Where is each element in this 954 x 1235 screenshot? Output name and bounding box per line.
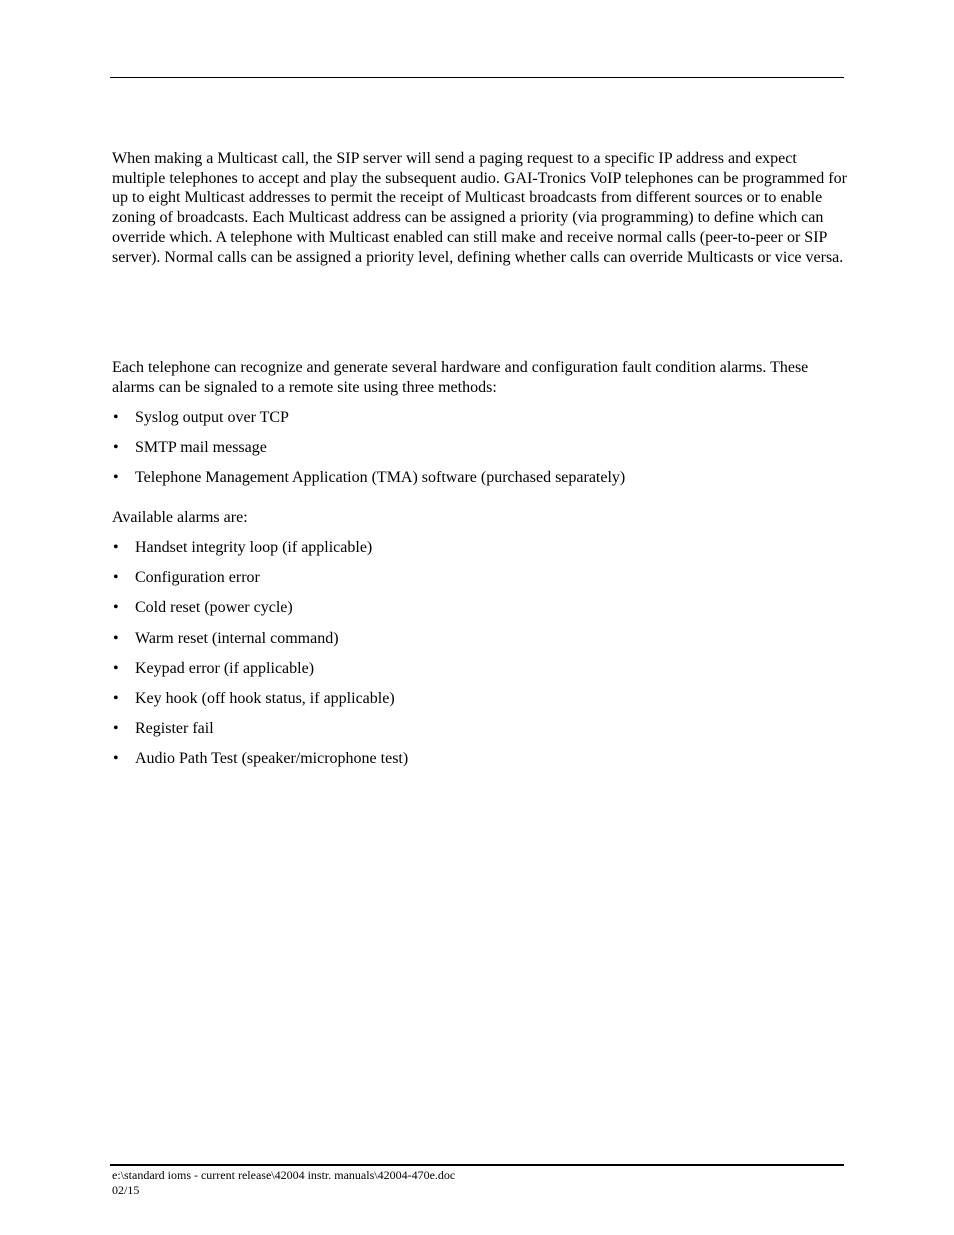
list-item [112, 629, 408, 659]
bullet-icon: • [113, 469, 119, 487]
alarm-text: Keypad error (if applicable) [135, 659, 315, 677]
alarm-text: Key hook (off hook status, if applicable) [135, 689, 395, 707]
multicast-paragraph: When making a Multicast call, the SIP server will send a paging request to a specific IP address and expect multiple telephones to accept and play the subsequent audio. GAI-Tronics VoIP telephones can be programmed for up to eight Multicast addresses to permit the receipt of Multicast broadcasts from different sources or to enable zoning of broadcasts. Each Multicast address can be assigned a priority (via programming) to define which can override which. A telephone with Multicast enabled can still make and receive normal calls (peer-to-peer or SIP server). Normal calls can be assigned a priority level, defining whether calls can override Multicasts or vice versa. [112, 150, 847, 266]
list-item [112, 468, 625, 498]
bullet-icon: • [113, 599, 119, 617]
bullet-icon: • [113, 539, 119, 556]
footer-date: 02/15 [112, 1182, 140, 1197]
list-item [112, 719, 408, 749]
bullet-icon: • [113, 439, 119, 457]
method-text: Telephone Management Application (TMA) software (purchased separately) [135, 469, 626, 487]
alarm-text: Handset integrity loop (if applicable) [135, 539, 373, 556]
list-item [112, 598, 408, 628]
bullet-icon: • [113, 659, 119, 677]
bullet-icon: • [113, 689, 119, 707]
footer-rule [110, 1164, 844, 1166]
list-item [112, 568, 408, 598]
bullet-icon: • [113, 750, 119, 768]
method-text: SMTP mail message [135, 439, 267, 457]
alarm-text: Configuration error [135, 569, 260, 587]
alarm-text: Cold reset (power cycle) [135, 599, 293, 617]
footer-file-path: e:\standard ioms - current release\42004 instr. manuals\42004-470e.doc [112, 1168, 456, 1182]
bullet-icon: • [113, 569, 119, 587]
bullet-icon: • [113, 720, 119, 738]
alarm-text: Register fail [135, 720, 214, 738]
alarm-methods-list [112, 408, 625, 499]
footer [112, 1168, 455, 1197]
header-rule [110, 77, 844, 78]
available-alarms-label: Available alarms are: [112, 509, 248, 526]
list-item [112, 438, 625, 468]
available-alarms-list [112, 538, 408, 780]
method-text: Syslog output over TCP [135, 409, 289, 426]
bullet-icon: • [113, 629, 119, 647]
list-item [112, 408, 625, 438]
list-item [112, 659, 408, 689]
alarm-text: Audio Path Test (speaker/microphone test) [135, 750, 409, 768]
list-item [112, 749, 408, 779]
bullet-icon: • [113, 409, 119, 426]
alarms-intro-paragraph: Each telephone can recognize and generate several hardware and configuration fault condition alarms. These alarms can be signaled to a remote site using three methods: [112, 359, 809, 396]
list-item [112, 689, 408, 719]
alarm-text: Warm reset (internal command) [135, 629, 339, 647]
list-item [112, 538, 408, 568]
